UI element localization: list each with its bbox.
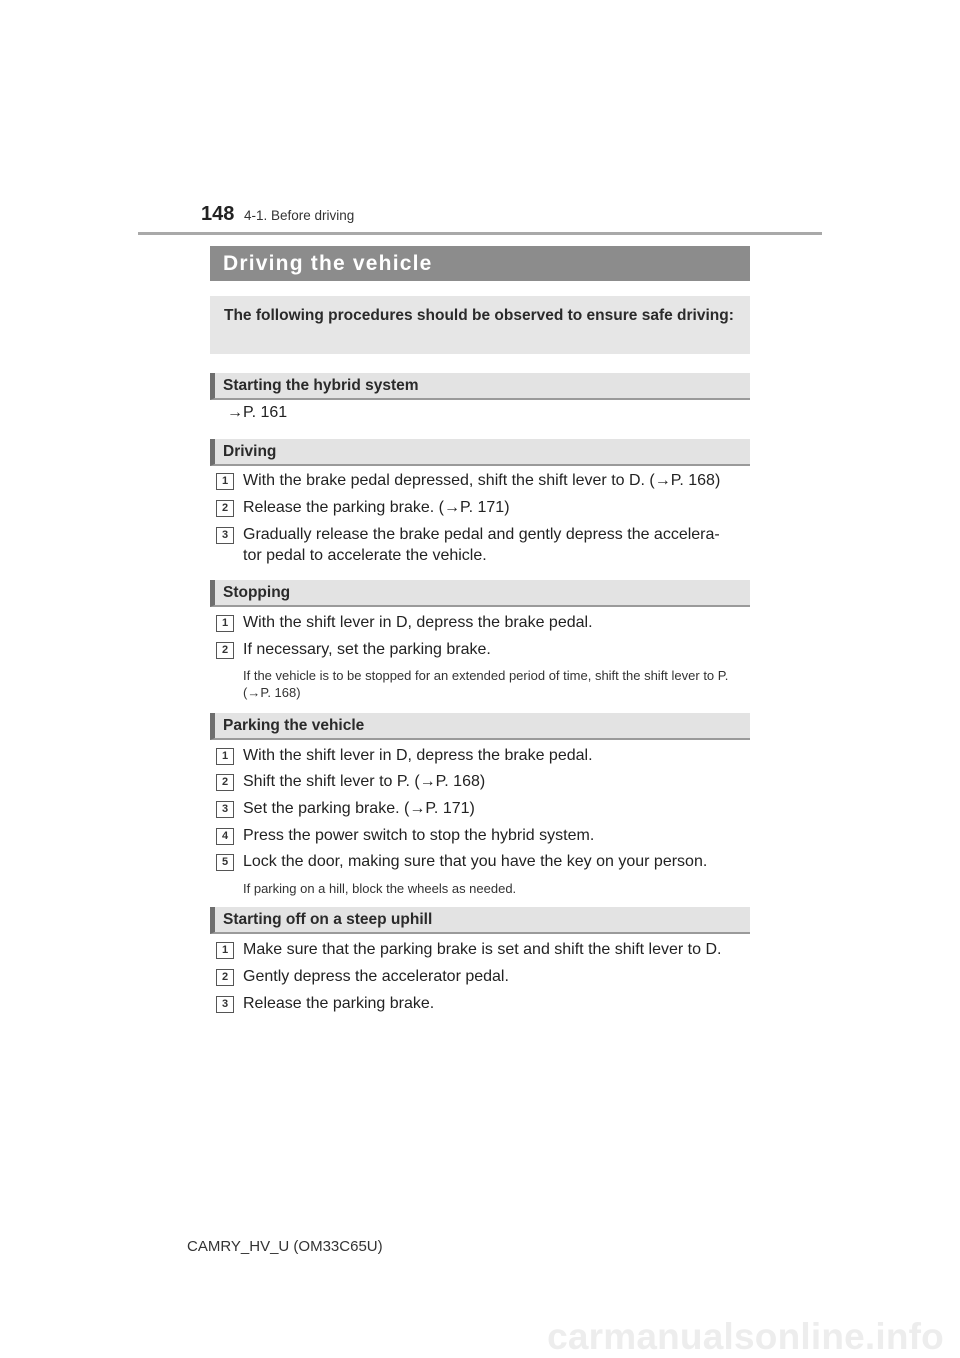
note-text: If the vehicle is to be stopped for an extended period of time, shift the shift lever to P. (→P. 168) xyxy=(243,668,729,700)
step-text: With the shift lever in D, depress the brake pedal. xyxy=(243,747,593,764)
intro-box: The following procedures should be observed to ensure safe driving: xyxy=(210,296,750,354)
step-number-badge: 1 xyxy=(216,748,234,765)
header-divider xyxy=(138,232,822,235)
step-number-badge: 2 xyxy=(216,774,234,791)
step-number-badge: 5 xyxy=(216,854,234,871)
step-number-badge: 2 xyxy=(216,642,234,659)
step-text: Release the parking brake. (→P. 171) xyxy=(243,499,510,516)
note-text: If parking on a hill, block the wheels as needed. xyxy=(243,881,517,896)
section-header-uphill xyxy=(210,907,750,934)
step-text: With the brake pedal depressed, shift the shift lever to D. (→P. 168) xyxy=(243,472,721,489)
step-number-badge: 4 xyxy=(216,828,234,845)
step-text: With the shift lever in D, depress the brake pedal. xyxy=(243,614,593,631)
step-item xyxy=(216,939,756,961)
step-item xyxy=(216,470,756,492)
page-title-bar xyxy=(210,246,750,281)
step-number-badge: 3 xyxy=(216,801,234,818)
section-label: 4-1. Before driving xyxy=(244,208,355,223)
step-item xyxy=(216,966,756,988)
page-number: 148 xyxy=(201,203,235,225)
step-text: Gently depress the accelerator pedal. xyxy=(243,968,509,985)
step-text: Release the parking brake. xyxy=(243,995,435,1012)
step-text: Make sure that the parking brake is set and shift the shift lever to D. xyxy=(243,941,722,958)
step-text-continued: tor pedal to accelerate the vehicle. xyxy=(243,547,487,564)
watermark-container xyxy=(0,1320,952,1358)
step-item xyxy=(216,771,756,793)
step-number-badge: 1 xyxy=(216,473,234,490)
step-text: Gradually release the brake pedal and gently depress the accelera- xyxy=(243,526,720,543)
step-number-badge: 1 xyxy=(216,615,234,632)
step-item xyxy=(216,825,756,847)
step-item xyxy=(216,851,756,873)
step-text: Shift the shift lever to P. (→P. 168) xyxy=(243,773,486,790)
step-item xyxy=(216,798,756,820)
step-text: Lock the door, making sure that you have the key on your person. xyxy=(243,853,708,870)
watermark: carmanualsonline.info xyxy=(547,1320,944,1357)
step-text: If necessary, set the parking brake. xyxy=(243,641,491,658)
step-number-badge: 1 xyxy=(216,942,234,959)
section-header-driving xyxy=(210,439,750,466)
step-number-badge: 3 xyxy=(216,996,234,1013)
step-text: Set the parking brake. (→P. 171) xyxy=(243,800,475,817)
step-number-badge: 2 xyxy=(216,969,234,986)
step-text: Press the power switch to stop the hybrid system. xyxy=(243,827,595,844)
step-number-badge: 3 xyxy=(216,527,234,544)
step-item xyxy=(216,612,756,634)
step-number-badge: 2 xyxy=(216,500,234,517)
section-header-starting xyxy=(210,373,750,400)
section-heading: Starting the hybrid system xyxy=(223,376,419,394)
section-heading: Starting off on a steep uphill xyxy=(223,910,433,928)
step-item xyxy=(216,639,756,661)
step-item xyxy=(216,497,756,519)
page-title: Driving the vehicle xyxy=(223,251,433,275)
section-heading: Parking the vehicle xyxy=(223,716,365,734)
section-header-stopping xyxy=(210,580,750,607)
step-item xyxy=(216,745,756,767)
manual-footer-code: CAMRY_HV_U (OM33C65U) xyxy=(187,1238,383,1255)
section-header-parking xyxy=(210,713,750,740)
section-heading: Driving xyxy=(223,442,277,460)
page-reference: →P. 161 xyxy=(227,404,288,421)
section-heading: Stopping xyxy=(223,583,291,601)
step-item xyxy=(216,993,756,1015)
step-item xyxy=(216,524,756,546)
